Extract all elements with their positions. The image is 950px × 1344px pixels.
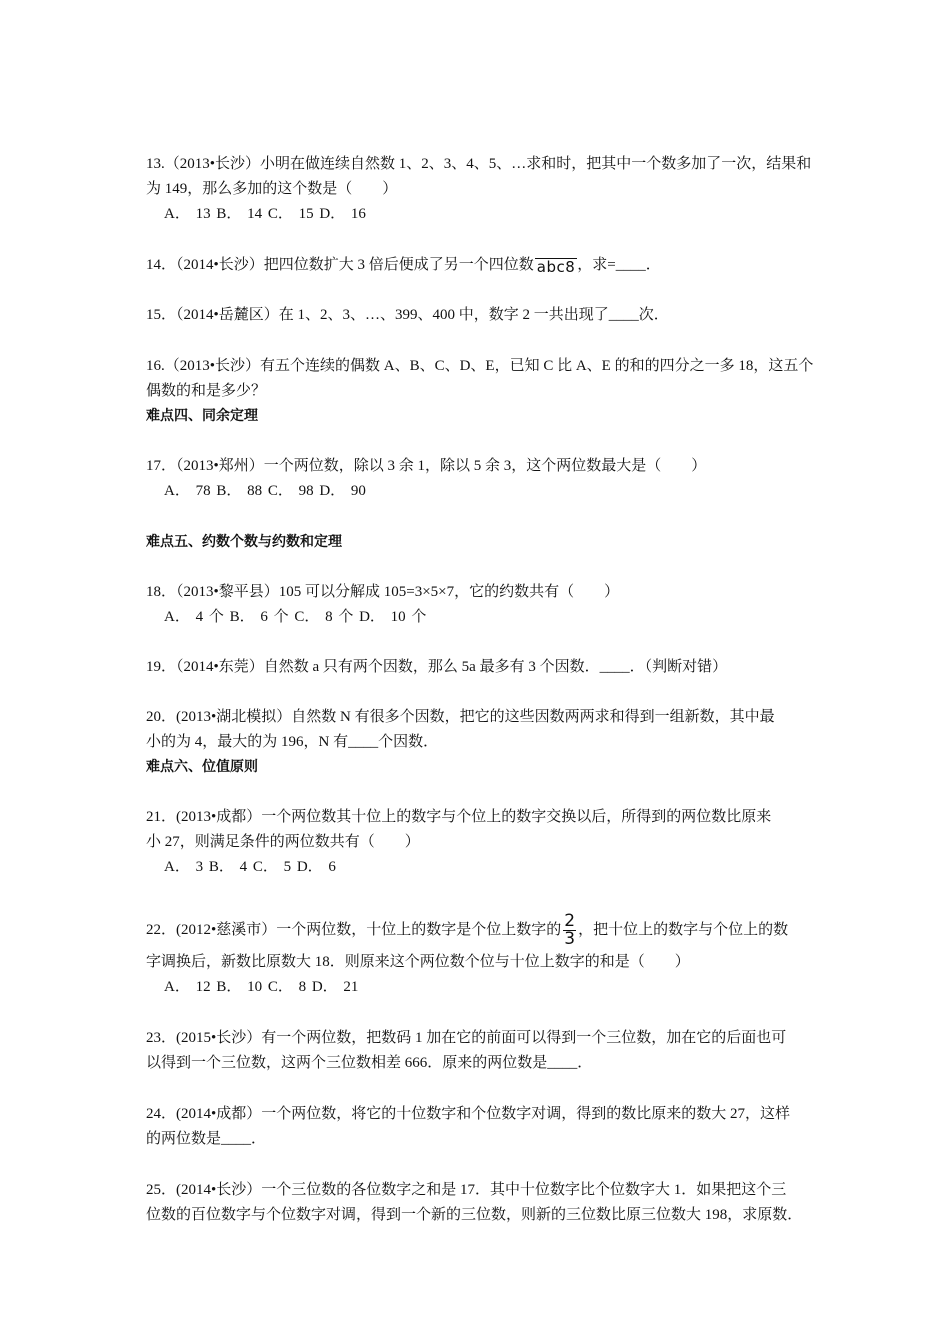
question-23 bbox=[146, 1026, 816, 1076]
question-19 bbox=[146, 655, 816, 680]
question-13 bbox=[146, 152, 816, 227]
question-14-prefix: 14．（2014•长沙）把四位数扩大 3 倍后便成了另一个四位数 bbox=[146, 257, 534, 273]
section-heading-4: 难点四、同余定理 bbox=[146, 408, 258, 424]
question-17-options: A． 78 B． 88 C． 98 D． 90 bbox=[164, 483, 366, 499]
question-23-line-1: 23．(2015•长沙）有一个两位数，把数码 1 加在它的前面可以得到一个三位数，加在它的后面也可 bbox=[146, 1030, 787, 1046]
question-21-line-2: 小 27，则满足条件的两位数共有（ ） bbox=[146, 834, 420, 850]
question-24-line-2: 的两位数是____． bbox=[146, 1131, 267, 1147]
question-17 bbox=[146, 454, 816, 504]
question-22-line-2: 字调换后，新数比原数大 18．则原来这个两位数个位与十位上数字的和是（ ） bbox=[146, 954, 690, 970]
section-heading-5: 难点五、约数个数与约数和定理 bbox=[146, 534, 342, 550]
document-page bbox=[146, 152, 816, 1228]
question-25 bbox=[146, 1178, 816, 1228]
question-24-line-1: 24．(2014•成都）一个两位数，将它的十位数字和个位数字对调，得到的数比原来的数大 27，这样 bbox=[146, 1106, 791, 1122]
question-23-line-2: 以得到一个三位数，这两个三位数相差 666．原来的两位数是____． bbox=[146, 1055, 593, 1071]
question-20-line-2: 小的为 4，最大的为 196，N 有____个因数． bbox=[146, 734, 439, 750]
fraction-two-thirds bbox=[563, 913, 576, 948]
question-15-line: 15．（2014•岳麓区）在 1、2、3、…、399、400 中，数字 2 一共出现了____次． bbox=[146, 307, 669, 323]
question-25-line-1: 25．(2014•长沙）一个三位数的各位数字之和是 17．其中十位数字比个位数字大 1．如果把这个三 bbox=[146, 1182, 787, 1198]
question-15 bbox=[146, 303, 816, 328]
question-14-suffix: ，求=____． bbox=[577, 257, 661, 273]
question-18 bbox=[146, 580, 816, 630]
question-25-line-2: 位数的百位数字与个位数字对调，得到一个新的三位数，则新的三位数比原三位数大 198，求原数． bbox=[146, 1207, 803, 1223]
question-13-line-2: 为 149，那么多加的这个数是（ ） bbox=[146, 181, 398, 197]
question-18-options: A． 4 个 B． 6 个 C． 8 个 D． 10 个 bbox=[164, 609, 427, 625]
question-20-line-1: 20．(2013•湖北模拟）自然数 N 有很多个因数，把它的这些因数两两求和得到一组新数，其中最 bbox=[146, 709, 775, 725]
question-14-line bbox=[146, 253, 816, 278]
section-heading-6: 难点六、位值原则 bbox=[146, 759, 258, 775]
question-19-line: 19．（2014•东莞）自然数 a 只有两个因数，那么 5a 最多有 3 个因数．____．（判断对错） bbox=[146, 659, 728, 675]
question-16-line-1: 16.（2013•长沙）有五个连续的偶数 A、B、C、D、E，已知 C 比 A、E 的和的四分之一多 18，这五个 bbox=[146, 358, 814, 374]
question-21-options: A． 3 B． 4 C． 5 D． 6 bbox=[164, 859, 336, 875]
fraction-numerator: 2 bbox=[564, 911, 576, 932]
question-14 bbox=[146, 253, 816, 278]
question-22-line-1 bbox=[146, 910, 816, 950]
question-16-line-2: 偶数的和是多少？ bbox=[146, 383, 267, 399]
question-16 bbox=[146, 354, 816, 404]
question-21-line-1: 21．(2013•成都）一个两位数其十位上的数字与个位上的数字交换以后，所得到的两位数比原来 bbox=[146, 809, 772, 825]
question-17-line-1: 17．（2013•郑州）一个两位数，除以 3 余 1，除以 5 余 3，这个两位数最大是（ ） bbox=[146, 458, 707, 474]
question-18-line-1: 18．（2013•黎平县）105 可以分解成 105=3×5×7，它的约数共有（ ） bbox=[146, 584, 620, 600]
overlined-number-abc8: abc8 bbox=[536, 258, 576, 276]
question-22-suffix: ，把十位上的数字与个位上的数 bbox=[578, 922, 789, 938]
question-22-prefix: 22．(2012•慈溪市）一个两位数，十位上的数字是个位上数字的 bbox=[146, 922, 562, 938]
question-21 bbox=[146, 805, 816, 880]
question-22-options: A． 12 B． 10 C． 8 D． 21 bbox=[164, 979, 359, 995]
question-13-line-1: 13.（2013•长沙）小明在做连续自然数 1、2、3、4、5、…求和时，把其中一个数多加了一次，结果和 bbox=[146, 156, 812, 172]
fraction-denominator: 3 bbox=[564, 929, 576, 950]
question-13-options: A． 13 B． 14 C． 15 D． 16 bbox=[164, 206, 366, 222]
question-22 bbox=[146, 910, 816, 1000]
question-20 bbox=[146, 705, 816, 755]
question-24 bbox=[146, 1102, 816, 1152]
